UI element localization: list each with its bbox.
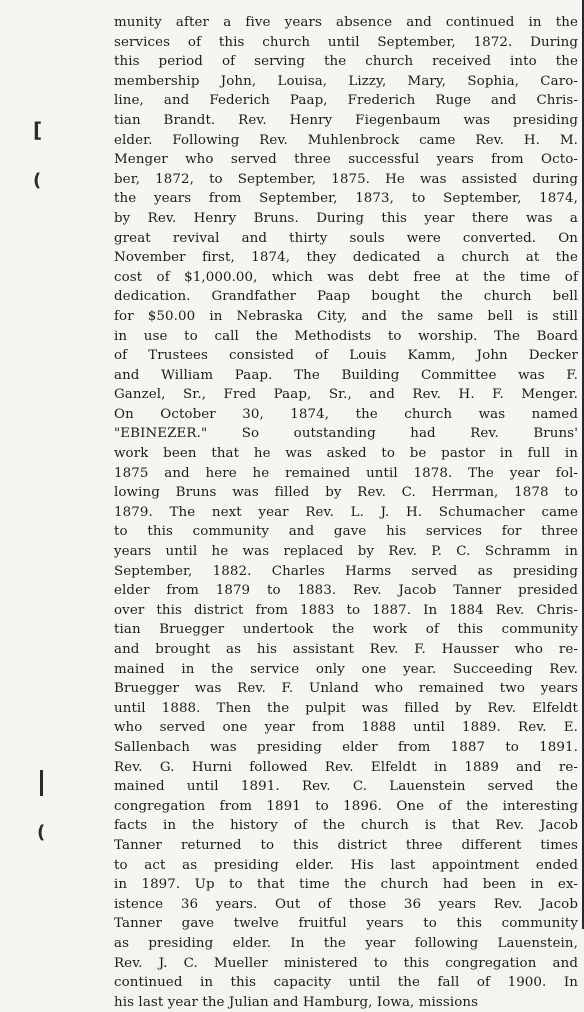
text-line: the years from September, 1873, to September, 1874, [114, 191, 578, 207]
text-line: who served one year from 1888 until 1889. Rev. E. [114, 720, 578, 736]
text-line: lowing Bruns was filled by Rev. C. Herrman, 1878 to [114, 485, 578, 501]
text-line: to this community and gave his services for three [114, 524, 578, 540]
text-line: Rev. J. C. Mueller ministered to this congregation and [114, 955, 578, 971]
text-line: services of this church until September, 1872. During [114, 34, 578, 50]
margin-paren-mark-lower: ( [37, 822, 46, 843]
text-line: his last year the Julian and Hamburg, Iowa, missions [114, 994, 479, 1010]
text-line: in use to call the Methodists to worship. The Board [114, 328, 578, 344]
text-line: Tanner gave twelve fruitful years to this community [114, 916, 578, 932]
text-line: of Trustees consisted of Louis Kamm, John Decker [114, 348, 578, 364]
text-line: 1875 and here he remained until 1878. The year fol- [114, 465, 578, 481]
text-line: tian Brandt. Rev. Henry Fiegenbaum was presiding [114, 112, 578, 128]
text-line: over this district from 1883 to 1887. In 1884 Rev. Chris- [114, 602, 578, 618]
text-line: as presiding elder. In the year following Lauenstein, [114, 935, 578, 951]
text-line: September, 1882. Charles Harms served as presiding [114, 563, 578, 579]
text-line: On October 30, 1874, the church was named [114, 406, 578, 422]
text-line: Ganzel, Sr., Fred Paap, Sr., and Rev. H. F. Menger. [114, 387, 578, 403]
margin-line-mark [40, 770, 43, 796]
text-line: this period of serving the church received into the [114, 54, 578, 70]
text-line: Rev. G. Hurni followed Rev. Elfeldt in 1889 and re- [114, 759, 578, 775]
text-line: ber, 1872, to September, 1875. He was assisted during [114, 171, 578, 187]
text-line: line, and Federich Paap, Frederich Ruge and Chris- [114, 93, 578, 109]
text-line: continued in this capacity until the fall of 1900. In [114, 975, 578, 991]
text-line: cost of $1,000.00, which was debt free at the time of [114, 269, 578, 285]
text-line: until 1888. Then the pulpit was filled by Rev. Elfeldt [114, 700, 578, 716]
text-line: November first, 1874, they dedicated a church at the [114, 250, 578, 266]
text-line: tian Bruegger undertook the work of this community [114, 622, 578, 638]
text-line: to act as presiding elder. His last appointment ended [114, 857, 578, 873]
text-line: facts in the history of the church is that Rev. Jacob [114, 818, 578, 834]
text-line: elder. Following Rev. Muhlenbrock came Rev. H. M. [114, 132, 578, 148]
margin-paren-mark: ( [33, 170, 42, 191]
body-text [114, 13, 578, 1012]
text-line: in 1897. Up to that time the church had been in ex- [114, 877, 578, 893]
margin-bracket-mark: [ [33, 118, 43, 142]
text-line: "EBINEZER." So outstanding had Rev. Bruns' [114, 426, 578, 442]
text-line: congregation from 1891 to 1896. One of the interesting [114, 798, 578, 814]
text-line: Menger who served three successful years from Octo- [114, 152, 578, 168]
text-line: great revival and thirty souls were converted. On [114, 230, 578, 246]
text-line: work been that he was asked to be pastor in full in [114, 446, 578, 462]
text-line: Bruegger was Rev. F. Unland who remained two years [114, 681, 578, 697]
text-line: and William Paap. The Building Committee was F. [114, 367, 578, 383]
text-line: Tanner returned to this district three different times [114, 837, 578, 853]
text-line: mained until 1891. Rev. C. Lauenstein served the [114, 779, 578, 795]
text-line: 1879. The next year Rev. L. J. H. Schumacher came [114, 504, 578, 520]
text-line: for $50.00 in Nebraska City, and the same bell is still [114, 308, 578, 324]
text-line: years until he was replaced by Rev. P. C. Schramm in [114, 544, 578, 560]
text-line: dedication. Grandfather Paap bought the church bell [114, 289, 578, 305]
text-line: membership John, Louisa, Lizzy, Mary, Sophia, Caro- [114, 73, 578, 89]
text-line: by Rev. Henry Bruns. During this year there was a [114, 210, 578, 226]
text-line: munity after a five years absence and continued in the [114, 15, 578, 30]
text-line: istence 36 years. Out of those 36 years Rev. Jacob [114, 896, 578, 912]
text-line: Sallenbach was presiding elder from 1887 to 1891. [114, 739, 578, 755]
text-line: mained in the service only one year. Succeeding Rev. [114, 661, 578, 677]
text-line: elder from 1879 to 1883. Rev. Jacob Tanner presided [114, 583, 578, 599]
text-line: and brought as his assistant Rev. F. Hausser who re- [114, 642, 578, 657]
